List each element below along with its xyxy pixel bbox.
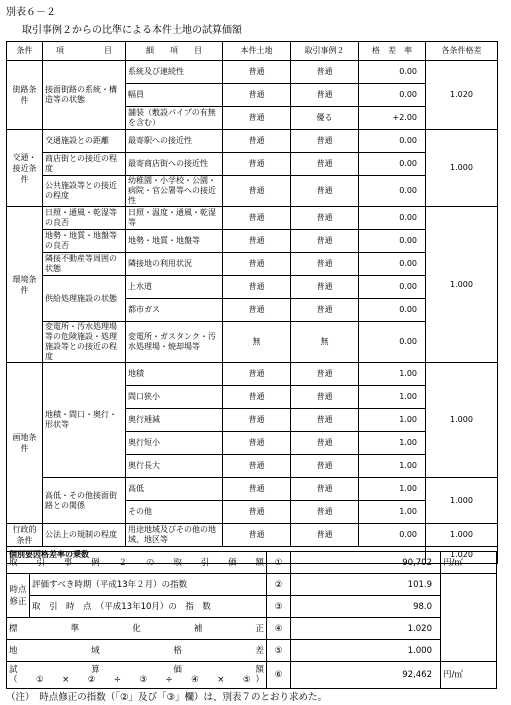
- subject-cell: 無: [223, 322, 291, 363]
- subject-cell: 普通: [223, 363, 291, 386]
- condition-cell: 交通・接近条件: [7, 130, 43, 207]
- header-item: 項 目: [43, 42, 126, 61]
- example-cell: 普通: [291, 363, 359, 386]
- total-rate-cell: 1.000: [426, 524, 498, 547]
- detail-cell: その他: [126, 501, 223, 524]
- rate-cell: 0.00: [359, 207, 426, 230]
- item-cell: 隣接不動産等周囲の状態: [43, 253, 126, 276]
- calc-row-standard: [7, 618, 497, 640]
- example-cell: 無: [291, 322, 359, 363]
- rate-cell: 0.00: [359, 153, 426, 176]
- item-cell: 地勢・地質・地盤等の良否: [43, 230, 126, 253]
- standard-no: ④: [267, 618, 291, 640]
- header-detail: 細 項 目: [126, 42, 223, 61]
- table-row: [7, 207, 498, 230]
- subject-cell: 普通: [223, 524, 291, 547]
- subject-cell: 普通: [223, 253, 291, 276]
- condition-cell: 環境条件: [7, 207, 43, 363]
- example-cell: 普通: [291, 432, 359, 455]
- subject-cell: 普通: [223, 153, 291, 176]
- rate-cell: 1.00: [359, 409, 426, 432]
- subject-cell: 普通: [223, 432, 291, 455]
- item-cell: 商店街との接近の程度: [43, 153, 126, 176]
- calc-row-trade-index: [7, 596, 497, 618]
- subject-cell: 普通: [223, 386, 291, 409]
- regional-label: 地 域 格 差: [7, 640, 267, 662]
- rate-cell: 1.00: [359, 501, 426, 524]
- rate-cell: 0.00: [359, 176, 426, 207]
- subject-cell: 普通: [223, 84, 291, 107]
- detail-cell: 系統及び連続性: [126, 61, 223, 84]
- rate-cell: 0.00: [359, 524, 426, 547]
- example-cell: 普通: [291, 230, 359, 253]
- example-cell: 普通: [291, 207, 359, 230]
- calc-row-trial: [7, 662, 497, 689]
- condition-cell: 行政的条件: [7, 524, 43, 547]
- rate-cell: 1.00: [359, 432, 426, 455]
- subject-cell: 普通: [223, 409, 291, 432]
- item-cell: 供給処理施設の状態: [43, 276, 126, 322]
- rate-cell: 0.00: [359, 84, 426, 107]
- total-rate-cell: 1.000: [426, 363, 498, 478]
- table-row: [7, 130, 498, 153]
- product-label: 個別要因格差率の乗数: [7, 547, 426, 564]
- condition-cell: 画地条件: [7, 363, 43, 524]
- detail-cell: 奥行長大: [126, 455, 223, 478]
- trial-no: ⑥: [267, 662, 291, 689]
- table-row: [7, 322, 498, 363]
- trial-value: 92,462: [291, 662, 441, 689]
- price-value: 90,702: [291, 552, 441, 574]
- price-unit: 円/㎡: [441, 552, 497, 574]
- regional-value: 1.000: [291, 640, 441, 662]
- rate-cell: 0.00: [359, 230, 426, 253]
- example-cell: 優る: [291, 107, 359, 130]
- rate-cell: 1.00: [359, 455, 426, 478]
- item-cell: 公法上の規制の程度: [43, 524, 126, 547]
- detail-cell: 奥行逓減: [126, 409, 223, 432]
- example-cell: 普通: [291, 478, 359, 501]
- subject-cell: 普通: [223, 501, 291, 524]
- example-cell: 普通: [291, 455, 359, 478]
- item-cell: 地積・間口・奥行・形状等: [43, 363, 126, 478]
- subject-cell: 普通: [223, 230, 291, 253]
- price-label: 取 引 事 例 ２ の 取 引 価 額: [7, 552, 267, 574]
- total-rate-cell: 1.000: [426, 478, 498, 524]
- example-cell: 普通: [291, 299, 359, 322]
- trial-formula: （ ① × ② ÷ ③ ÷ ④ × ⑤）: [9, 675, 264, 685]
- calc-row-regional: [7, 640, 497, 662]
- total-rate-cell: 1.020: [426, 61, 498, 130]
- table-row: [7, 176, 498, 207]
- trade-index-value: 98.0: [291, 596, 441, 618]
- detail-cell: 間口狭小: [126, 386, 223, 409]
- example-cell: 普通: [291, 61, 359, 84]
- rate-cell: 0.00: [359, 253, 426, 276]
- detail-cell: 最寄駅への接近性: [126, 130, 223, 153]
- table-row: [7, 363, 498, 386]
- detail-cell: 地積: [126, 363, 223, 386]
- table-row: [7, 478, 498, 501]
- detail-cell: 隣接地の利用状況: [126, 253, 223, 276]
- eval-index-value: 101.9: [291, 574, 441, 596]
- item-cell: 高低・その他接面街路との関係: [43, 478, 126, 524]
- example-cell: 普通: [291, 84, 359, 107]
- header-condition: 条件: [7, 42, 43, 61]
- table-row: [7, 61, 498, 84]
- price-no: ①: [267, 552, 291, 574]
- subject-cell: 普通: [223, 478, 291, 501]
- header-example: 取引事例２: [291, 42, 359, 61]
- detail-cell: 変電所・ガスタンク・汚水処理場・焼却場等: [126, 322, 223, 363]
- example-cell: 普通: [291, 501, 359, 524]
- rate-cell: +2.00: [359, 107, 426, 130]
- comparison-table: [6, 41, 498, 564]
- table-row: [7, 153, 498, 176]
- detail-cell: 最寄商店街への接近性: [126, 153, 223, 176]
- subject-cell: 普通: [223, 207, 291, 230]
- detail-cell: 上水道: [126, 276, 223, 299]
- detail-cell: 日照・温度・通風・乾湿等: [126, 207, 223, 230]
- detail-cell: 都市ガス: [126, 299, 223, 322]
- calculation-table: [6, 551, 497, 689]
- detail-cell: 舗装（敷設パイプの有無を含む）: [126, 107, 223, 130]
- calc-row-price: [7, 552, 497, 574]
- item-cell: 日照・通風・乾湿等の良否: [43, 207, 126, 230]
- example-cell: 普通: [291, 176, 359, 207]
- subject-cell: 普通: [223, 130, 291, 153]
- eval-index-label: 評価すべき時期（平成13年２月）の指数: [30, 574, 267, 596]
- trade-index-label: 取 引 時 点 （平成13年10月）の 指 数: [30, 596, 267, 618]
- example-cell: 普通: [291, 409, 359, 432]
- example-cell: 普通: [291, 276, 359, 299]
- rate-cell: 1.00: [359, 478, 426, 501]
- example-cell: 普通: [291, 386, 359, 409]
- trade-index-no: ③: [267, 596, 291, 618]
- product-value: 1.020: [426, 547, 498, 564]
- total-rate-cell: 1.000: [426, 130, 498, 207]
- standard-label: 標 準 化 補 正: [7, 618, 267, 640]
- document-label: 別表６－２: [6, 7, 56, 18]
- rate-cell: 0.00: [359, 130, 426, 153]
- detail-cell: 奥行短小: [126, 432, 223, 455]
- unit-blank: [441, 574, 497, 662]
- regional-no: ⑤: [267, 640, 291, 662]
- table-row: [7, 253, 498, 276]
- rate-cell: 0.00: [359, 299, 426, 322]
- table-row: [7, 230, 498, 253]
- subject-cell: 普通: [223, 299, 291, 322]
- subject-cell: 普通: [223, 455, 291, 478]
- calc-row-eval-index: [7, 574, 497, 596]
- header-diff-rate: 格 差 率: [359, 42, 426, 61]
- rate-cell: 1.00: [359, 363, 426, 386]
- rate-cell: 0.00: [359, 322, 426, 363]
- item-cell: 変電所・汚水処理場等の危険施設・処理施設等との接近の程度: [43, 322, 126, 363]
- rate-cell: 0.00: [359, 276, 426, 299]
- standard-value: 1.020: [291, 618, 441, 640]
- item-cell: 交通施設との距離: [43, 130, 126, 153]
- subject-cell: 普通: [223, 107, 291, 130]
- item-cell: 接面街路の系統・構造等の状態: [43, 61, 126, 130]
- header-total-rate: 各条件格差: [426, 42, 498, 61]
- footnote: （注） 時点修正の指数（「②」及び「③」欄）は、別表７のとおり求めた。: [6, 692, 328, 703]
- detail-cell: 高低: [126, 478, 223, 501]
- example-cell: 普通: [291, 253, 359, 276]
- table-row: [7, 524, 498, 547]
- total-rate-cell: 1.000: [426, 207, 498, 363]
- rate-cell: 1.00: [359, 386, 426, 409]
- rate-cell: 0.00: [359, 61, 426, 84]
- detail-cell: 地勢・地質・地盤等: [126, 230, 223, 253]
- time-adjust-label: 時点修正: [7, 574, 30, 618]
- condition-cell: 街路条件: [7, 61, 43, 130]
- table-row: [7, 276, 498, 299]
- detail-cell: 幼稚園・小学校・公園・病院・官公署等への接近性: [126, 176, 223, 207]
- example-cell: 普通: [291, 524, 359, 547]
- detail-cell: 用途地域及びその他の地域、地区等: [126, 524, 223, 547]
- item-cell: 公共施設等との接近の程度: [43, 176, 126, 207]
- subject-cell: 普通: [223, 61, 291, 84]
- header-row: [7, 42, 498, 61]
- subject-cell: 普通: [223, 176, 291, 207]
- eval-index-no: ②: [267, 574, 291, 596]
- detail-cell: 幅員: [126, 84, 223, 107]
- example-cell: 普通: [291, 130, 359, 153]
- subject-cell: 普通: [223, 276, 291, 299]
- example-cell: 普通: [291, 153, 359, 176]
- document-title: 取引事例２からの比準による本件土地の試算価額: [22, 25, 242, 36]
- trial-label: 試 算 価 額: [9, 665, 264, 675]
- trial-unit: 円/㎡: [441, 662, 497, 689]
- trial-label-cell: [7, 662, 267, 689]
- header-subject: 本件土地: [223, 42, 291, 61]
